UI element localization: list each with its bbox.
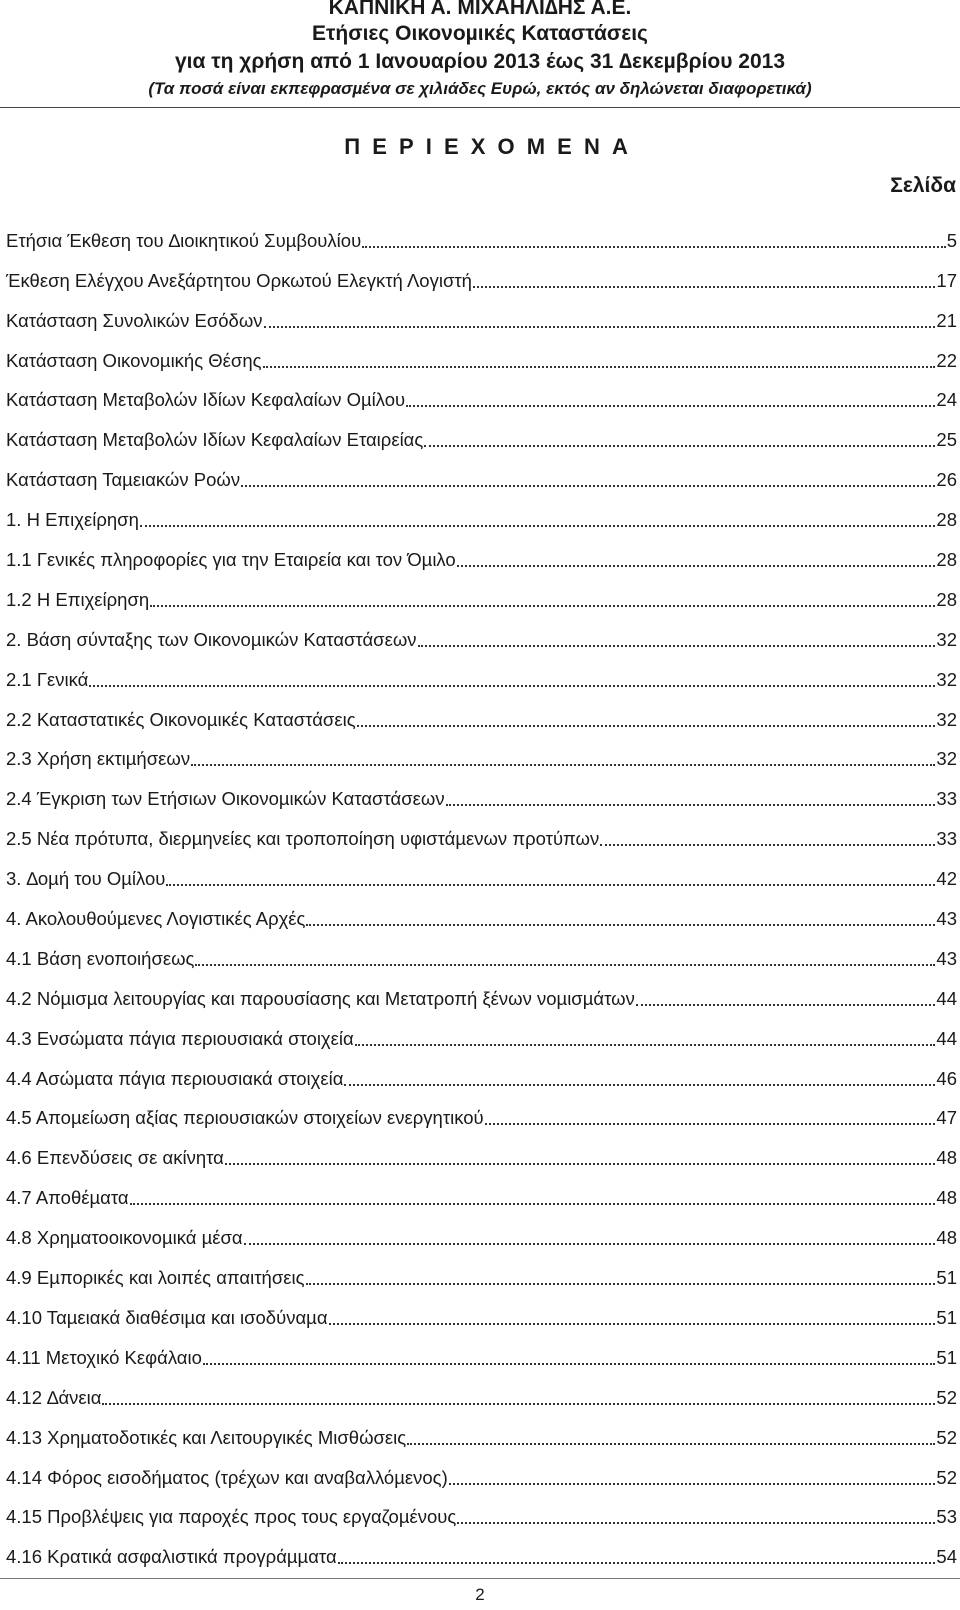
toc-entry[interactable] xyxy=(6,1169,957,1209)
toc-entry[interactable] xyxy=(6,1289,957,1329)
toc-entry[interactable] xyxy=(6,332,957,372)
document-header xyxy=(0,0,960,100)
toc-entry-page: 5 xyxy=(946,229,957,251)
toc-entry[interactable] xyxy=(6,531,957,571)
dot-leader xyxy=(457,565,936,567)
toc-entry[interactable] xyxy=(6,1329,957,1369)
dot-leader xyxy=(203,1363,936,1365)
toc-entry-label: 4.15 Προβλέψεις για παροχές προς τους εργαζοµένους xyxy=(6,1506,457,1528)
toc-entry-page: 52 xyxy=(936,1466,957,1488)
toc-entry-page: 51 xyxy=(936,1267,957,1289)
header-divider xyxy=(0,107,960,108)
toc-entry-label: 2.4 Έγκριση των Ετήσιων Οικονοµικών Καταστάσεων xyxy=(6,788,445,810)
dot-leader xyxy=(191,764,935,766)
company-name: ΚΑΠΝΙΚΗ Α. ΜΙΧΑΗΛΙ∆ΗΣ Α.Ε. xyxy=(328,0,632,19)
toc-entry-label: Κατάσταση Ταµειακών Ροών xyxy=(6,469,241,491)
toc-entry-label: 2.1 Γενικά xyxy=(6,668,89,690)
toc-entry-page: 48 xyxy=(936,1187,957,1209)
toc-entry-label: 4.14 Φόρος εισοδήµατος (τρέχων και αναβαλλόµενος) xyxy=(6,1466,448,1488)
toc-heading: ΠΕΡΙΕΧΟΜΕΝΑ xyxy=(344,134,640,159)
toc-entry-label: Κατάσταση Μεταβολών Ιδίων Κεφαλαίων Εταιρείας xyxy=(6,429,424,451)
toc-entry[interactable] xyxy=(6,850,957,890)
toc-entry[interactable] xyxy=(6,890,957,930)
dot-leader xyxy=(338,1562,936,1564)
dot-leader xyxy=(355,1044,936,1046)
toc-entry[interactable] xyxy=(6,1090,957,1130)
toc-entry[interactable] xyxy=(6,1209,957,1249)
toc-entry-label: 2.2 Καταστατικές Οικονοµικές Καταστάσεις xyxy=(6,708,356,730)
toc-entry-label: Έκθεση Ελέγχου Ανεξάρτητου Ορκωτού Ελεγκτή Λογιστή xyxy=(6,269,472,291)
footer-divider xyxy=(0,1578,960,1579)
dot-leader xyxy=(244,1243,936,1245)
toc-entry-page: 24 xyxy=(936,389,957,411)
toc-entry[interactable] xyxy=(6,1449,957,1489)
dot-leader xyxy=(600,844,935,846)
toc-entry-label: 4.7 Αποθέµατα xyxy=(6,1187,129,1209)
table-of-contents xyxy=(6,212,957,1568)
toc-entry-page: 43 xyxy=(936,947,957,969)
dot-leader xyxy=(130,1203,936,1205)
toc-entry-page: 32 xyxy=(936,748,957,770)
dot-leader xyxy=(329,1323,936,1325)
toc-entry-page: 43 xyxy=(936,908,957,930)
dot-leader xyxy=(150,605,935,607)
toc-entry-page: 28 xyxy=(936,549,957,571)
toc-entry[interactable] xyxy=(6,372,957,412)
dot-leader xyxy=(357,725,936,727)
dot-leader xyxy=(446,804,936,806)
toc-entry[interactable] xyxy=(6,611,957,651)
toc-entry-label: 4.1 Βάση ενοποιήσεως xyxy=(6,947,195,969)
toc-entry[interactable] xyxy=(6,1129,957,1169)
report-title: Ετήσιες Οικονοµικές Καταστάσεις xyxy=(312,22,648,45)
toc-entry-page: 28 xyxy=(936,509,957,531)
toc-entry[interactable] xyxy=(6,930,957,970)
toc-entry-page: 48 xyxy=(936,1147,957,1169)
toc-entry-page: 53 xyxy=(936,1506,957,1528)
toc-entry-label: 4.2 Νόµισµα λειτουργίας και παρουσίασης και Μετατροπή ξένων νοµισµάτων xyxy=(6,987,635,1009)
toc-entry[interactable] xyxy=(6,1010,957,1050)
toc-entry-label: 4.16 Κρατικά ασφαλιστικά προγράµµατα xyxy=(6,1546,337,1568)
dot-leader xyxy=(449,1483,936,1485)
dot-leader xyxy=(140,525,936,527)
toc-entry-page: 51 xyxy=(936,1306,957,1328)
dot-leader xyxy=(89,685,935,687)
toc-entry-label: 4.6 Επενδύσεις σε ακίνητα xyxy=(6,1147,224,1169)
dot-leader xyxy=(406,405,935,407)
toc-entry-label: Κατάσταση Συνολικών Εσόδων xyxy=(6,309,263,331)
dot-leader xyxy=(241,485,935,487)
toc-entry[interactable] xyxy=(6,252,957,292)
dot-leader xyxy=(473,286,935,288)
toc-entry-label: 2.3 Χρήση εκτιµήσεων xyxy=(6,748,191,770)
toc-entry-label: 4.12 ∆άνεια xyxy=(6,1386,102,1408)
toc-entry[interactable] xyxy=(6,770,957,810)
toc-entry[interactable] xyxy=(6,411,957,451)
dot-leader xyxy=(407,1443,935,1445)
dot-leader xyxy=(102,1403,935,1405)
toc-entry-label: 4.4 Ασώµατα πάγια περιουσιακά στοιχεία xyxy=(6,1067,344,1089)
toc-entry-label: 4.3 Ενσώµατα πάγια περιουσιακά στοιχεία xyxy=(6,1027,354,1049)
toc-entry[interactable] xyxy=(6,451,957,491)
toc-entry-label: 4.8 Χρηµατοοικονοµικά µέσα xyxy=(6,1227,243,1249)
toc-entry-page: 28 xyxy=(936,588,957,610)
dot-leader xyxy=(263,366,936,368)
toc-entry-page: 32 xyxy=(936,668,957,690)
toc-entry[interactable] xyxy=(6,292,957,332)
toc-entry[interactable] xyxy=(6,491,957,531)
toc-entry[interactable] xyxy=(6,691,957,731)
dot-leader xyxy=(418,645,936,647)
dot-leader xyxy=(485,1123,936,1125)
toc-entry-label: 1.1 Γενικές πληροφορίες για την Εταιρεία και τον Όµιλο xyxy=(6,549,456,571)
toc-entry-label: 4.10 Ταµειακά διαθέσιµα και ισοδύναµα xyxy=(6,1306,328,1328)
toc-entry[interactable] xyxy=(6,1369,957,1409)
toc-entry[interactable] xyxy=(6,1489,957,1529)
toc-entry-label: 4.9 Εµπορικές και λοιπές απαιτήσεις xyxy=(6,1267,305,1289)
dot-leader xyxy=(195,964,935,966)
toc-entry-page: 52 xyxy=(936,1426,957,1448)
toc-entry-label: Ετήσια Έκθεση του ∆ιοικητικού Συµβουλίου xyxy=(6,229,362,251)
dot-leader xyxy=(166,884,935,886)
toc-entry-page: 44 xyxy=(936,1027,957,1049)
toc-entry-label: 4. Ακολουθούµενες Λογιστικές Αρχές xyxy=(6,908,306,930)
toc-entry-page: 26 xyxy=(936,469,957,491)
toc-entry-label: 2.5 Νέα πρότυπα, διερµηνείες και τροποποίηση υφιστάµενων προτύπων xyxy=(6,828,600,850)
toc-entry-page: 42 xyxy=(936,868,957,890)
toc-entry[interactable] xyxy=(6,1528,957,1568)
currency-note: (Τα ποσά είναι εκπεφρασµένα σε χιλιάδες Ευρώ, εκτός αν δηλώνεται διαφορετικά) xyxy=(148,79,812,98)
toc-entry-label: Κατάσταση Οικονοµικής Θέσης xyxy=(6,349,262,371)
toc-entry-label: 4.5 Αποµείωση αξίας περιουσιακών στοιχείων ενεργητικού xyxy=(6,1107,484,1129)
dot-leader xyxy=(264,326,936,328)
toc-entry[interactable] xyxy=(6,212,957,252)
toc-entry[interactable] xyxy=(6,1249,957,1289)
dot-leader xyxy=(344,1084,935,1086)
toc-entry-page: 33 xyxy=(936,828,957,850)
toc-entry-label: 3. ∆οµή του Οµίλου xyxy=(6,868,166,890)
toc-entry-page: 17 xyxy=(936,269,957,291)
toc-entry-page: 21 xyxy=(936,309,957,331)
toc-entry-page: 25 xyxy=(936,429,957,451)
toc-entry[interactable] xyxy=(6,651,957,691)
report-period: για τη χρήση από 1 Ιανουαρίου 2013 έως 31 ∆εκεµβρίου 2013 xyxy=(174,50,786,73)
toc-entry-label: 4.13 Χρηµατοδοτικές και Λειτουργικές Μισθώσεις xyxy=(6,1426,407,1448)
dot-leader xyxy=(306,924,935,926)
toc-entry-label: 2. Βάση σύνταξης των Οικονοµικών Καταστάσεων xyxy=(6,628,417,650)
toc-entry-page: 33 xyxy=(936,788,957,810)
toc-entry[interactable] xyxy=(6,731,957,771)
toc-entry-page: 47 xyxy=(936,1107,957,1129)
toc-entry-label: 1. Η Επιχείρηση xyxy=(6,509,139,531)
dot-leader xyxy=(306,1283,936,1285)
toc-entry[interactable] xyxy=(6,571,957,611)
dot-leader xyxy=(636,1004,936,1006)
page-number: 2 xyxy=(475,1585,485,1604)
toc-entry[interactable] xyxy=(6,1050,957,1090)
toc-entry-page: 44 xyxy=(936,987,957,1009)
toc-entry[interactable] xyxy=(6,1409,957,1449)
dot-leader xyxy=(457,1522,935,1524)
toc-entry-page: 32 xyxy=(936,708,957,730)
toc-entry-label: 4.11 Μετοχικό Κεφάλαιο xyxy=(6,1346,202,1368)
toc-entry-label: Κατάσταση Μεταβολών Ιδίων Κεφαλαίων Οµίλου xyxy=(6,389,406,411)
dot-leader xyxy=(362,246,946,248)
toc-entry-page: 48 xyxy=(936,1227,957,1249)
toc-entry-label: 1.2 Η Επιχείρηση xyxy=(6,588,150,610)
dot-leader xyxy=(225,1163,936,1165)
toc-entry-page: 46 xyxy=(936,1067,957,1089)
page-column-label: Σελίδα xyxy=(890,174,956,197)
toc-entry-page: 54 xyxy=(936,1546,957,1568)
toc-entry[interactable] xyxy=(6,970,957,1010)
toc-entry-page: 32 xyxy=(936,628,957,650)
toc-entry[interactable] xyxy=(6,810,957,850)
toc-entry-page: 52 xyxy=(936,1386,957,1408)
toc-entry-page: 51 xyxy=(936,1346,957,1368)
toc-entry-page: 22 xyxy=(936,349,957,371)
dot-leader xyxy=(424,445,935,447)
